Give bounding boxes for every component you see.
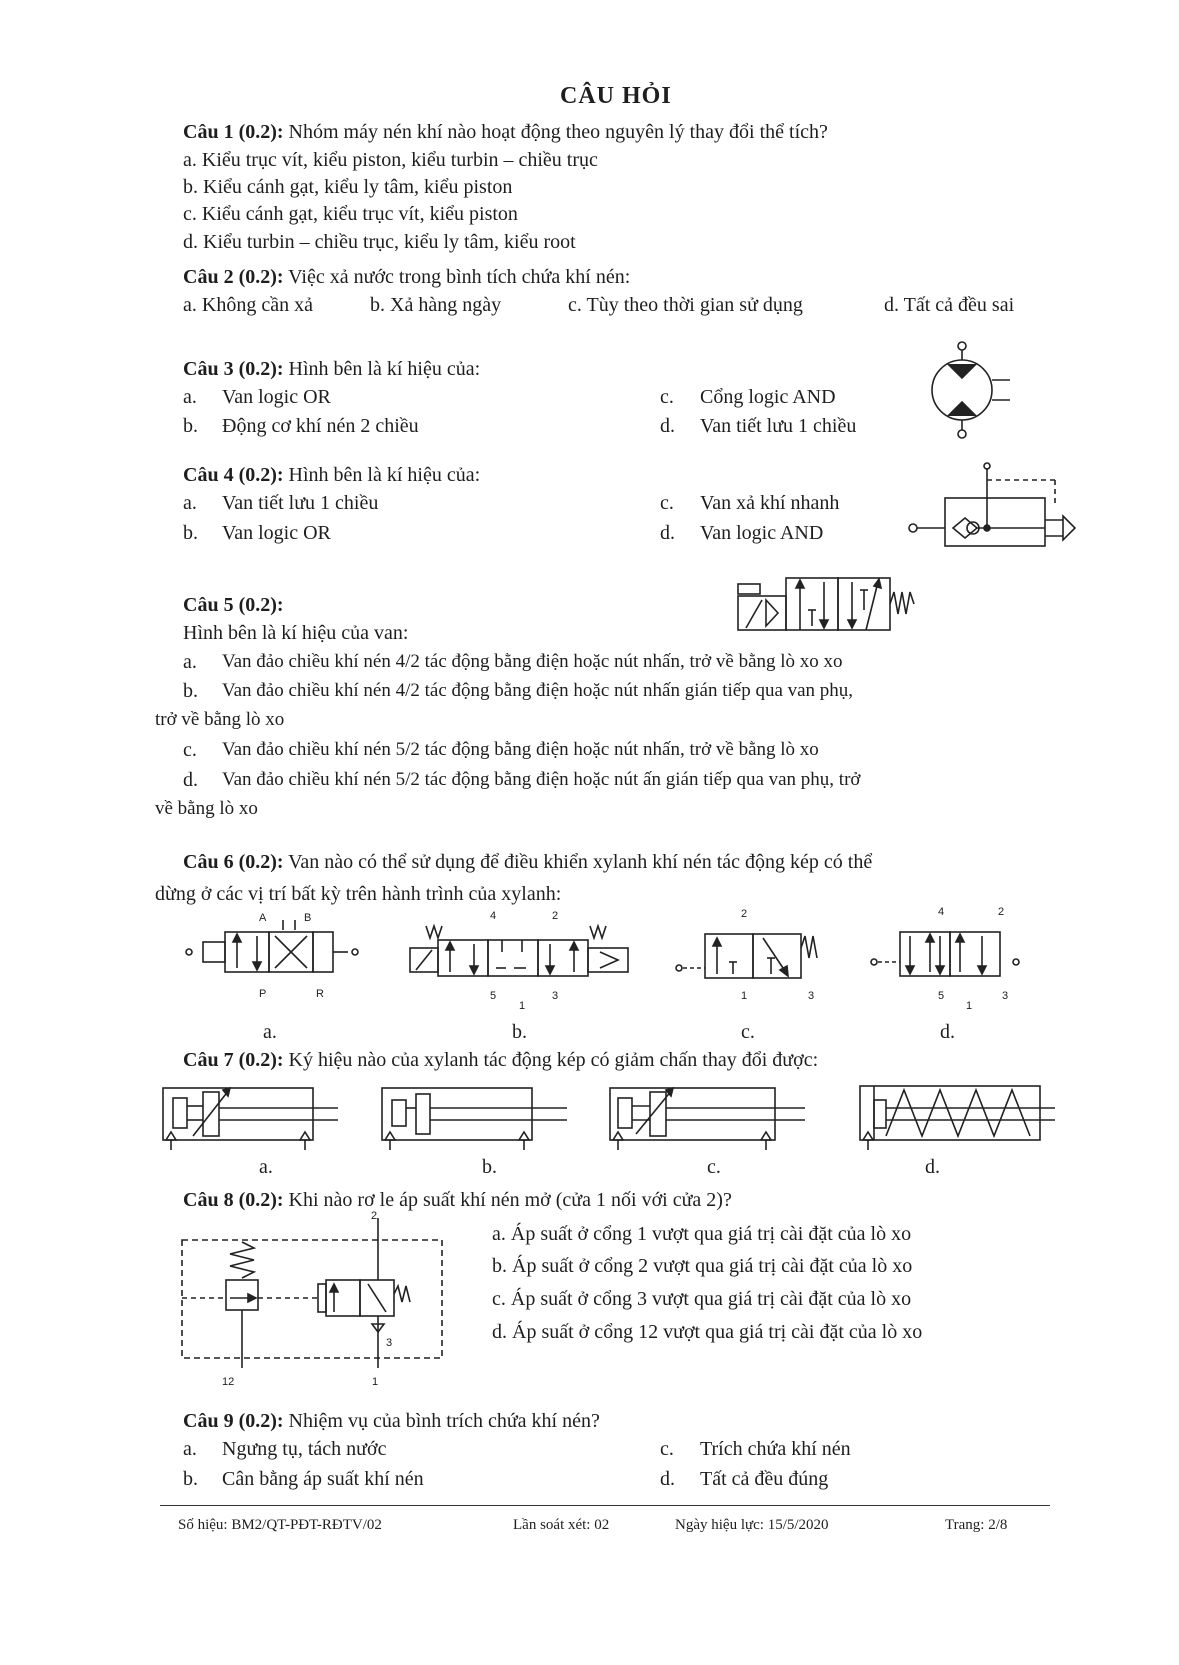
q3-option-c: Cổng logic AND <box>700 386 836 408</box>
q4-option-b-key: b. <box>183 522 198 544</box>
q3-option-b: Động cơ khí nén 2 chiều <box>222 415 419 437</box>
q6b-port-4: 4 <box>490 910 497 922</box>
question-8 <box>183 1188 732 1212</box>
question-2-label: Câu 2 (0.2): <box>183 266 284 288</box>
q2-option-c: c. Tùy theo thời gian sử dụng <box>568 294 803 316</box>
question-1 <box>183 120 828 144</box>
q6-option-d: d. <box>940 1021 955 1043</box>
q4-quick-exhaust-symbol <box>905 460 1085 560</box>
q6d-port-1: 1 <box>966 1000 973 1012</box>
question-1-text: Nhóm máy nén khí nào hoạt động theo nguyên lý thay đổi thể tích? <box>283 121 828 143</box>
q6a-port-P: P <box>259 988 267 1000</box>
q8-option-d: d. Áp suất ở cổng 12 vượt qua giá trị cài đặt của lò xo <box>492 1321 923 1343</box>
q6b-port-5: 5 <box>490 990 497 1002</box>
q8-port-2: 2 <box>371 1210 378 1222</box>
q9-option-c-key: c. <box>660 1438 674 1460</box>
question-8-text: Khi nào rơ le áp suất khí nén mở (cửa 1 nối với cửa 2)? <box>283 1189 732 1211</box>
footer-effective-date: Ngày hiệu lực: 15/5/2020 <box>675 1517 829 1533</box>
q6-option-b: b. <box>512 1021 527 1043</box>
q4-option-c-key: c. <box>660 492 674 514</box>
q9-option-b: Cân bằng áp suất khí nén <box>222 1468 424 1490</box>
q8-option-b: b. Áp suất ở cổng 2 vượt qua giá trị cài đặt của lò xo <box>492 1255 913 1277</box>
q1-option-a: a. Kiểu trục vít, kiểu piston, kiểu turbin – chiều trục <box>183 149 598 171</box>
q7-option-d: d. <box>925 1156 940 1178</box>
q6c-port-3: 3 <box>808 990 815 1002</box>
q5-option-b-line2: trở về bằng lò xo <box>155 709 285 730</box>
q7-cylinder-a <box>163 1080 343 1150</box>
q5-option-b-line1: Van đảo chiều khí nén 4/2 tác động bằng điện hoặc nút nhấn gián tiếp qua van phụ, <box>222 680 854 701</box>
question-6-text: Van nào có thể sử dụng để điều khiển xylanh khí nén tác động kép có thể <box>283 851 873 873</box>
q7-option-c: c. <box>707 1156 721 1178</box>
q7-cylinder-b <box>382 1080 572 1150</box>
q5-option-d-key: d. <box>183 769 198 791</box>
question-3-label: Câu 3 (0.2): <box>183 358 284 380</box>
question-7 <box>183 1048 818 1072</box>
q8-pressure-relay-symbol <box>178 1218 458 1388</box>
q6-option-c: c. <box>741 1021 755 1043</box>
q1-option-d: d. Kiểu turbin – chiều trục, kiểu ly tâm, kiểu root <box>183 231 576 253</box>
q4-option-c: Van xả khí nhanh <box>700 492 840 514</box>
q6c-port-2: 2 <box>741 908 748 920</box>
footer-page-number: Trang: 2/8 <box>945 1517 1008 1533</box>
q5-option-d-line2: về bằng lò xo <box>155 798 258 819</box>
question-3-text: Hình bên là kí hiệu của: <box>283 358 481 380</box>
q6-valve-b <box>410 912 650 992</box>
q6b-port-1: 1 <box>519 1000 526 1012</box>
q1-option-b: b. Kiểu cánh gạt, kiểu ly tâm, kiểu piston <box>183 176 513 198</box>
q3-option-b-key: b. <box>183 415 198 437</box>
question-2-text: Việc xả nước trong bình tích chứa khí nén: <box>283 266 631 288</box>
question-1-label: Câu 1 (0.2): <box>183 121 284 143</box>
q5-option-d-line1: Van đảo chiều khí nén 5/2 tác động bằng điện hoặc nút ấn gián tiếp qua van phụ, trở <box>222 769 861 790</box>
question-6-label: Câu 6 (0.2): <box>183 851 284 873</box>
footer-revision: Lần soát xét: 02 <box>513 1517 610 1533</box>
q4-option-a-key: a. <box>183 492 197 514</box>
q6-valve-d <box>870 912 1030 992</box>
page-title: CÂU HỎI <box>560 83 672 109</box>
q3-option-c-key: c. <box>660 386 674 408</box>
q6b-port-3: 3 <box>552 990 559 1002</box>
q2-option-d: d. Tất cả đều sai <box>884 294 1015 316</box>
q7-cylinder-c <box>610 1080 810 1150</box>
q9-option-d: Tất cả đều đúng <box>700 1468 829 1490</box>
q5-valve-symbol <box>738 570 938 642</box>
q8-option-c: c. Áp suất ở cổng 3 vượt qua giá trị cài đặt của lò xo <box>492 1288 912 1310</box>
q3-motor-symbol <box>920 338 1020 438</box>
q6c-port-1: 1 <box>741 990 748 1002</box>
question-6-text-line2: dừng ở các vị trí bất kỳ trên hành trình của xylanh: <box>155 883 562 905</box>
q5-option-a-key: a. <box>183 651 197 673</box>
question-7-text: Ký hiệu nào của xylanh tác động kép có giảm chấn thay đổi được: <box>283 1049 819 1071</box>
q7-option-b: b. <box>482 1156 497 1178</box>
q6d-port-5: 5 <box>938 990 945 1002</box>
question-7-label: Câu 7 (0.2): <box>183 1049 284 1071</box>
q6-valve-a <box>183 910 368 990</box>
question-2 <box>183 265 630 289</box>
q6d-port-4: 4 <box>938 906 945 918</box>
question-5-label: Câu 5 (0.2): <box>183 594 284 616</box>
q6b-port-2: 2 <box>552 910 559 922</box>
footer-doc-code: Số hiệu: BM2/QT-PĐT-RĐTV/02 <box>178 1517 382 1533</box>
question-4-text: Hình bên là kí hiệu của: <box>283 464 481 486</box>
q6-valve-c <box>675 912 825 992</box>
q5-option-c: Van đảo chiều khí nén 5/2 tác động bằng điện hoặc nút nhấn, trở về bằng lò xo <box>222 739 819 760</box>
question-3 <box>183 357 480 381</box>
q7-cylinder-d <box>860 1080 1060 1150</box>
q8-option-a: a. Áp suất ở cổng 1 vượt qua giá trị cài đặt của lò xo <box>492 1223 912 1245</box>
q4-option-a: Van tiết lưu 1 chiều <box>222 492 379 514</box>
q9-option-a-key: a. <box>183 1438 197 1460</box>
q6a-port-B: B <box>304 912 312 924</box>
q7-option-a: a. <box>259 1156 273 1178</box>
q9-option-c: Trích chứa khí nén <box>700 1438 851 1460</box>
question-9-text: Nhiệm vụ của bình trích chứa khí nén? <box>283 1410 600 1432</box>
q5-option-c-key: c. <box>183 739 197 761</box>
q6a-port-A: A <box>259 912 267 924</box>
q9-option-d-key: d. <box>660 1468 675 1490</box>
q8-port-3: 3 <box>386 1337 393 1349</box>
q3-option-a: Van logic OR <box>222 386 331 408</box>
question-5-text: Hình bên là kí hiệu của van: <box>183 622 409 644</box>
q5-option-a: Van đảo chiều khí nén 4/2 tác động bằng điện hoặc nút nhấn, trở về bằng lò xo xo <box>222 651 843 672</box>
q2-option-a: a. Không cần xả <box>183 294 313 316</box>
q6a-port-R: R <box>316 988 324 1000</box>
q3-option-d: Van tiết lưu 1 chiều <box>700 415 857 437</box>
q4-option-d-key: d. <box>660 522 675 544</box>
question-8-label: Câu 8 (0.2): <box>183 1189 284 1211</box>
question-9 <box>183 1409 600 1433</box>
question-6 <box>183 850 872 874</box>
q6-option-a: a. <box>263 1021 277 1043</box>
q3-option-d-key: d. <box>660 415 675 437</box>
question-9-label: Câu 9 (0.2): <box>183 1410 284 1432</box>
q1-option-c: c. Kiểu cánh gạt, kiểu trục vít, kiểu piston <box>183 203 518 225</box>
question-4 <box>183 463 480 487</box>
q5-option-b-key: b. <box>183 680 198 702</box>
q9-option-b-key: b. <box>183 1468 198 1490</box>
q9-option-a: Ngưng tụ, tách nước <box>222 1438 387 1460</box>
q8-port-1: 1 <box>372 1376 379 1388</box>
q2-option-b: b. Xả hàng ngày <box>370 294 502 316</box>
q8-port-12: 12 <box>222 1376 235 1388</box>
q3-option-a-key: a. <box>183 386 197 408</box>
question-4-label: Câu 4 (0.2): <box>183 464 284 486</box>
q4-option-d: Van logic AND <box>700 522 824 544</box>
q6d-port-2: 2 <box>998 906 1005 918</box>
footer-rule <box>160 1505 1050 1506</box>
q6d-port-3: 3 <box>1002 990 1009 1002</box>
q4-option-b: Van logic OR <box>222 522 331 544</box>
